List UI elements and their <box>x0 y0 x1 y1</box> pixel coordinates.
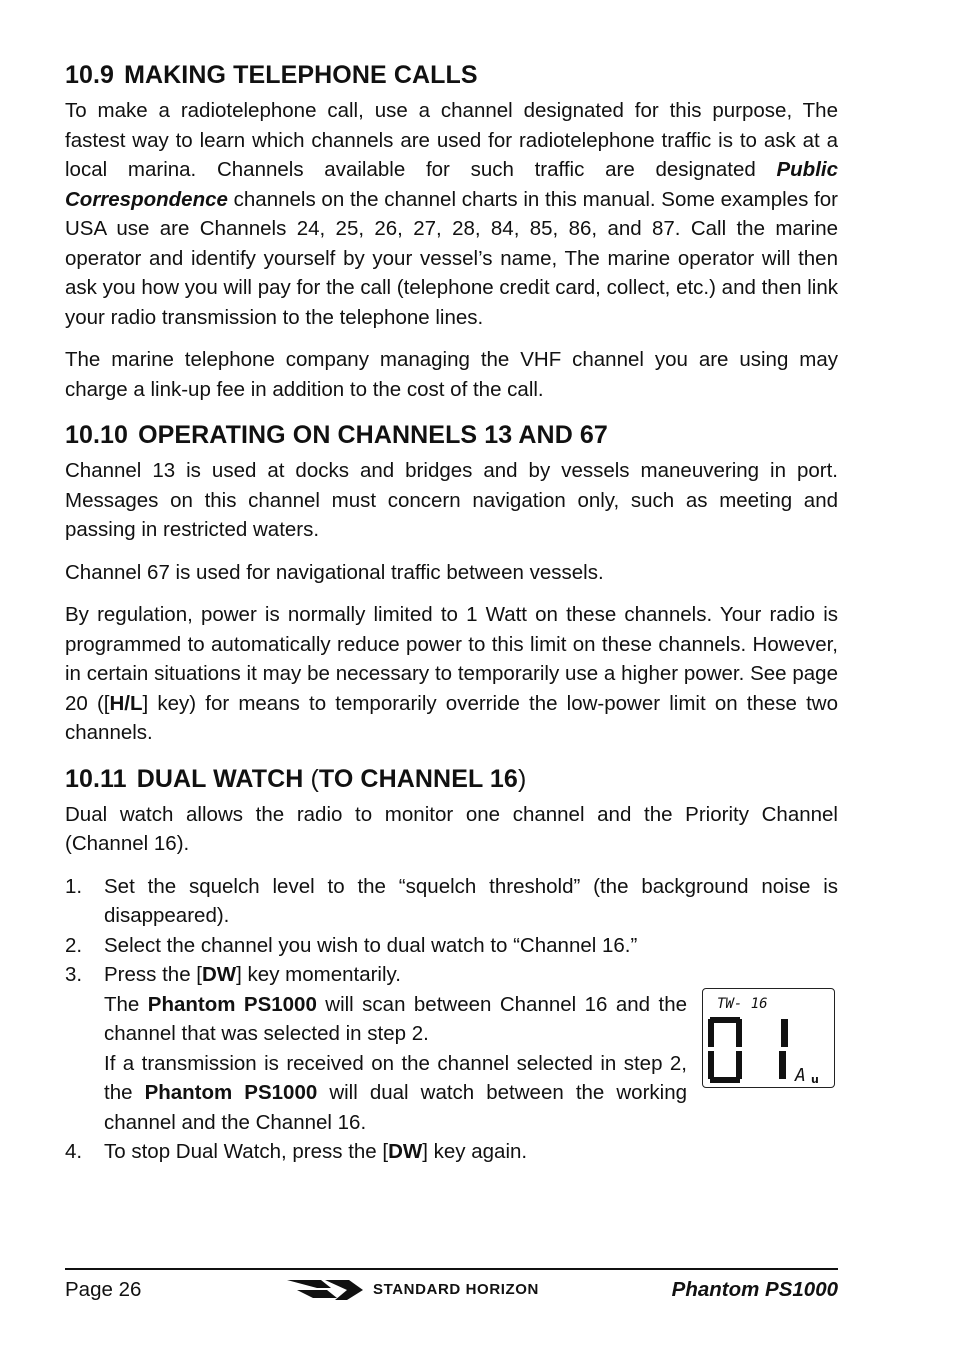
page-number: Page 26 <box>65 1278 142 1301</box>
lcd-top-text: TW- 16 <box>717 996 768 1012</box>
brand-name: STANDARD HORIZON <box>373 1281 539 1298</box>
paragraph: Channel 13 is used at docks and bridges and by vessels maneuvering in port. Messages on this channel must concern navigation only, such as meeting and passing in restricted waters. <box>65 459 838 541</box>
step-3-detail: The Phantom PS1000 will scan between Channel 16 and the channel that was selected in step 2. <box>104 992 687 1045</box>
footer <box>65 1276 838 1306</box>
brand-wave-icon <box>287 1278 367 1302</box>
paragraph: Channel 67 is used for navigational traffic between vessels. <box>65 560 604 584</box>
lcd-digit <box>779 1019 788 1079</box>
lcd-sub-text: u <box>811 1073 819 1086</box>
model-name: Phantom PS1000 <box>671 1278 838 1301</box>
paragraph: Dual watch allows the radio to monitor one channel and the Priority Channel (Channel 16). <box>65 802 838 855</box>
step-3-detail: If a transmission is received on the channel selected in step 2, the Phantom PS1000 will dual watch between the working channel and the Channel 16. <box>104 1051 688 1134</box>
list-item: 4. To stop Dual Watch, press the [DW] key again. <box>65 1140 528 1163</box>
list-item: 1. Set the squelch level to the “squelch threshold” (the background noise is disappeared). <box>65 874 838 927</box>
lcd-display-illustration <box>702 988 835 1088</box>
lcd-display-graphic <box>703 989 834 1087</box>
footer-divider <box>65 1268 838 1270</box>
paragraph: The marine telephone company managing the VHF channel you are using may charge a link-up fee in addition to the cost of the call. <box>65 348 838 401</box>
paragraph: By regulation, power is normally limited to 1 Watt on these channels. Your radio is programmed to automatically reduce power to this limit on these channels. However, in certain situations it may be necessary to temporarily use a higher power. See page 20 ([H/L] key) for means to temporarily override the low-power limit on these two channels. <box>65 603 838 744</box>
lcd-digit <box>708 1017 742 1083</box>
section-heading-10-9: 10.9 MAKING TELEPHONE CALLS <box>65 61 478 89</box>
section-heading-10-10: 10.10 OPERATING ON CHANNELS 13 AND 67 <box>65 421 608 449</box>
list-item: 3. Press the [DW] key momentarily. The Phantom PS1000 will scan between Channel 16 and the channel that was selected in step 2. If a transmission is received on the channel selected in step 2, the Phantom PS1000 will dual watch between the working channel and the Channel 16. <box>65 960 838 1137</box>
lcd-suffix-text: A <box>795 1065 806 1086</box>
paragraph: To make a radiotelephone call, use a channel designated for this purpose, The fastest way to learn which channels are used for radiotelephone traffic is to ask at a local marina. Channels available for such traffic are designated Public Correspondence channels on the channel charts in this manual. Some examples for USA use are Channels 24, 25, 26, 27, 28, 84, 85, 86, and 87. Call the marine operator and identify yourself by your vessel’s name, The marine operator will then ask you how you will pay for the call (telephone credit card, collect, etc.) and then link your radio transmission to the telephone lines. <box>65 99 838 329</box>
list-item: 2. Select the channel you wish to dual watch to “Channel 16.” <box>65 933 638 957</box>
brand-logo <box>287 1278 617 1302</box>
section-heading-10-11: 10.11 DUAL WATCH (TO CHANNEL 16) <box>65 764 527 793</box>
